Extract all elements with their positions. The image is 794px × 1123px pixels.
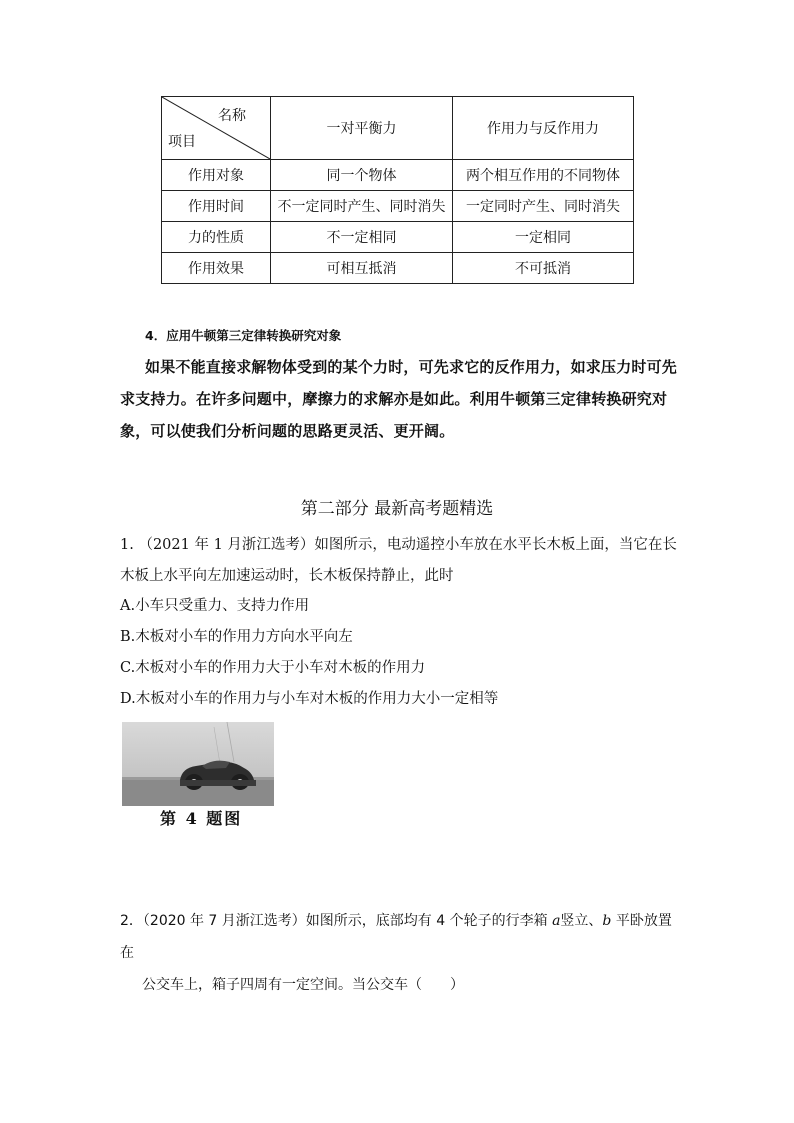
option-a: A.小车只受重力、支持力作用: [120, 598, 310, 614]
table-cell: 不可抵消: [453, 253, 634, 284]
variable-b: b: [602, 913, 612, 929]
table-cell: 一定相同: [453, 222, 634, 253]
table-row: [162, 222, 634, 253]
part-title: 第二部分 最新高考题精选: [300, 499, 494, 519]
table-cell: 不一定同时产生、同时消失: [271, 191, 453, 222]
col-header-action-reaction: 作用力与反作用力: [453, 97, 634, 160]
row-label: 作用效果: [162, 253, 271, 284]
section-heading: 4．应用牛顿第三定律转换研究对象: [145, 328, 342, 343]
variable-a: a: [552, 913, 561, 929]
table-cell: 一定同时产生、同时消失: [453, 191, 634, 222]
corner-label-name: 名称: [218, 108, 246, 124]
question-1-stem: 1. （2021 年 1 月浙江选考）如图所示，电动遥控小车放在水平长木板上面，当它在长木板上水平向左加速运动时，长木板保持静止，此时: [120, 537, 677, 584]
table-cell: 可相互抵消: [271, 253, 453, 284]
table-cell: 同一个物体: [271, 160, 453, 191]
question-2-text: 平卧放置在: [120, 913, 672, 961]
table-cell: 两个相互作用的不同物体: [453, 160, 634, 191]
option-d: D.木板对小车的作用力与小车对木板的作用力大小一定相等: [120, 691, 499, 707]
question-2-line-2: 公交车上，箱子四周有一定空间。当公交车（ ）: [142, 977, 464, 993]
corner-label-item: 项目: [168, 134, 196, 150]
col-header-balance: 一对平衡力: [271, 97, 453, 160]
option-b: B.木板对小车的作用力方向水平向左: [120, 629, 353, 645]
figure-caption: 第 4 题图: [160, 809, 243, 828]
row-label: 力的性质: [162, 222, 271, 253]
question-2-text: 2．（2020 年 7 月浙江选考）如图所示，底部均有 4 个轮子的行李箱: [120, 913, 553, 929]
toy-car-photo: [122, 722, 274, 806]
table-row: [162, 253, 634, 284]
option-c: C.木板对小车的作用力大于小车对木板的作用力: [120, 660, 426, 676]
comparison-table: [161, 96, 634, 284]
table-cell: 不一定相同: [271, 222, 453, 253]
question-2-line-1: [120, 905, 685, 969]
row-label: 作用时间: [162, 191, 271, 222]
row-label: 作用对象: [162, 160, 271, 191]
question-2-text: 竖立、: [560, 913, 603, 929]
table-corner-cell: [162, 97, 271, 160]
table-header-row: [162, 97, 634, 160]
table-row: [162, 191, 634, 222]
question-2-stem: [120, 905, 685, 1001]
section-paragraph: 如果不能直接求解物体受到的某个力时，可先求它的反作用力，如求压力时可先求支持力。在许多问题中，摩擦力的求解亦是如此。利用牛顿第三定律转换研究对象，可以使我们分析问题的思路更灵活、更开阔。: [120, 358, 678, 440]
table-row: [162, 160, 634, 191]
